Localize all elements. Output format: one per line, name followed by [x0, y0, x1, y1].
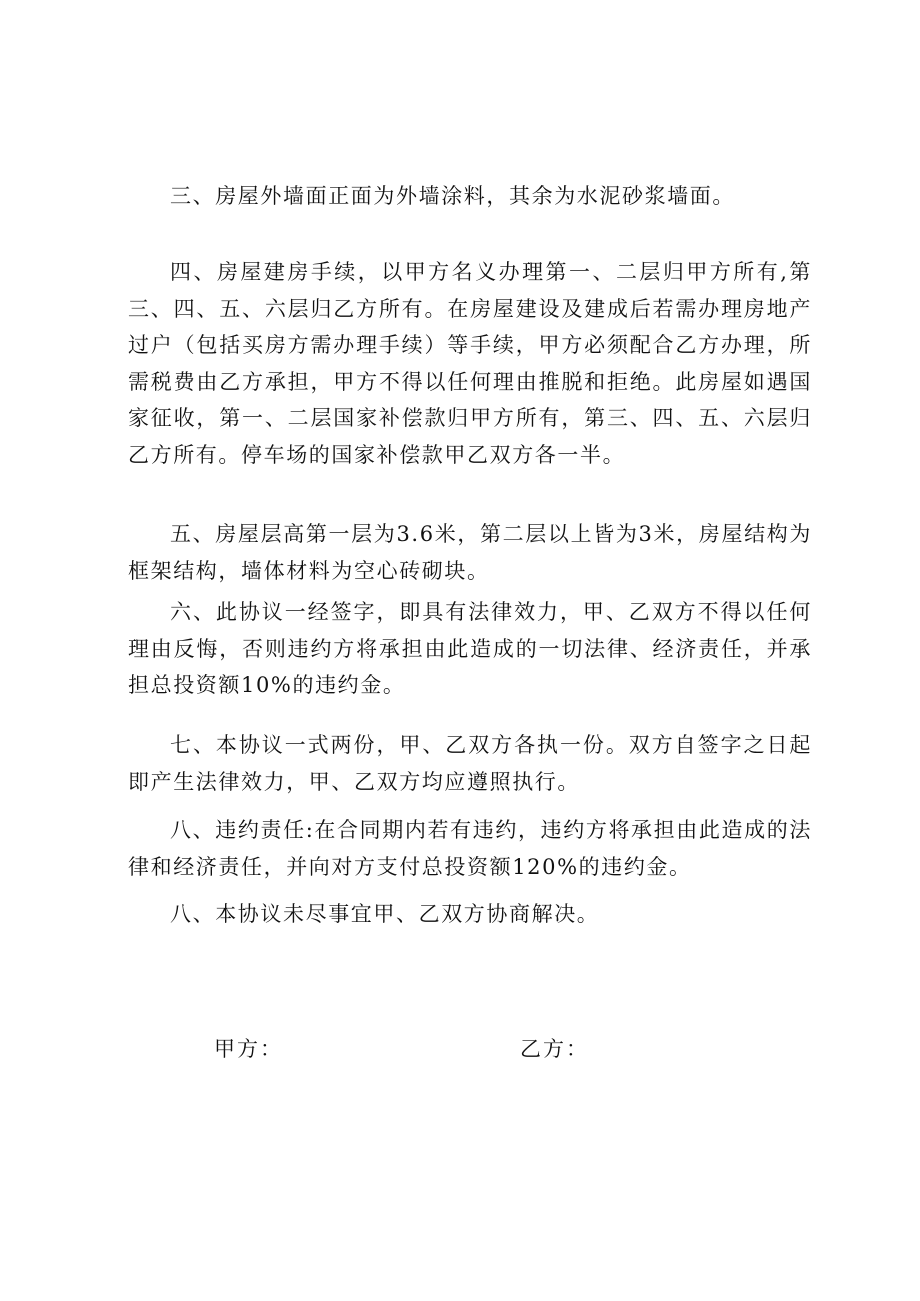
clause-8-breach-liability: 八、违约责任:在合同期内若有违约，违约方将承担由此造成的法律和经济责任，并向对方支付总投资额120%的违约金。	[128, 818, 812, 879]
clause-5-floor-height: 五、房屋层高第一层为3.6米，第二层以上皆为3米，房屋结构为框架结构，墙体材料为空心砖砌块。	[128, 522, 812, 583]
clause-3-exterior-wall: 三、房屋外墙面正面为外墙涂料，其余为水泥砂浆墙面。	[170, 184, 735, 208]
party-b-signature-label: 乙方：	[520, 1037, 589, 1061]
clause-6-legal-effect: 六、此协议一经签字，即具有法律效力，甲、乙双方不得以任何理由反悔，否则违约方将承担由此造成的一切法律、经济责任，并承担总投资额10%的违约金。	[128, 600, 812, 697]
party-a-signature-label: 甲方：	[214, 1037, 283, 1061]
clause-7-copies: 七、本协议一式两份，甲、乙双方各执一份。双方自签字之日起即产生法律效力，甲、乙双方均应遵照执行。	[128, 733, 812, 794]
clause-4-procedures: 四、房屋建房手续，以甲方名义办理第一、二层归甲方所有,第三、四、五、六层归乙方所有。在房屋建设及建成后若需办理房地产过户（包括买房方需办理手续）等手续，甲方必须配合乙方办理，所需税费由乙方承担，甲方不得以任何理由推脱和拒绝。此房屋如遇国家征收，第一、二层国家补偿款归甲方所有，第三、四、五、六层归乙方所有。停车场的国家补偿款甲乙双方各一半。	[128, 260, 812, 467]
clause-8-unresolved-matters: 八、本协议未尽事宜甲、乙双方协商解决。	[170, 902, 600, 926]
